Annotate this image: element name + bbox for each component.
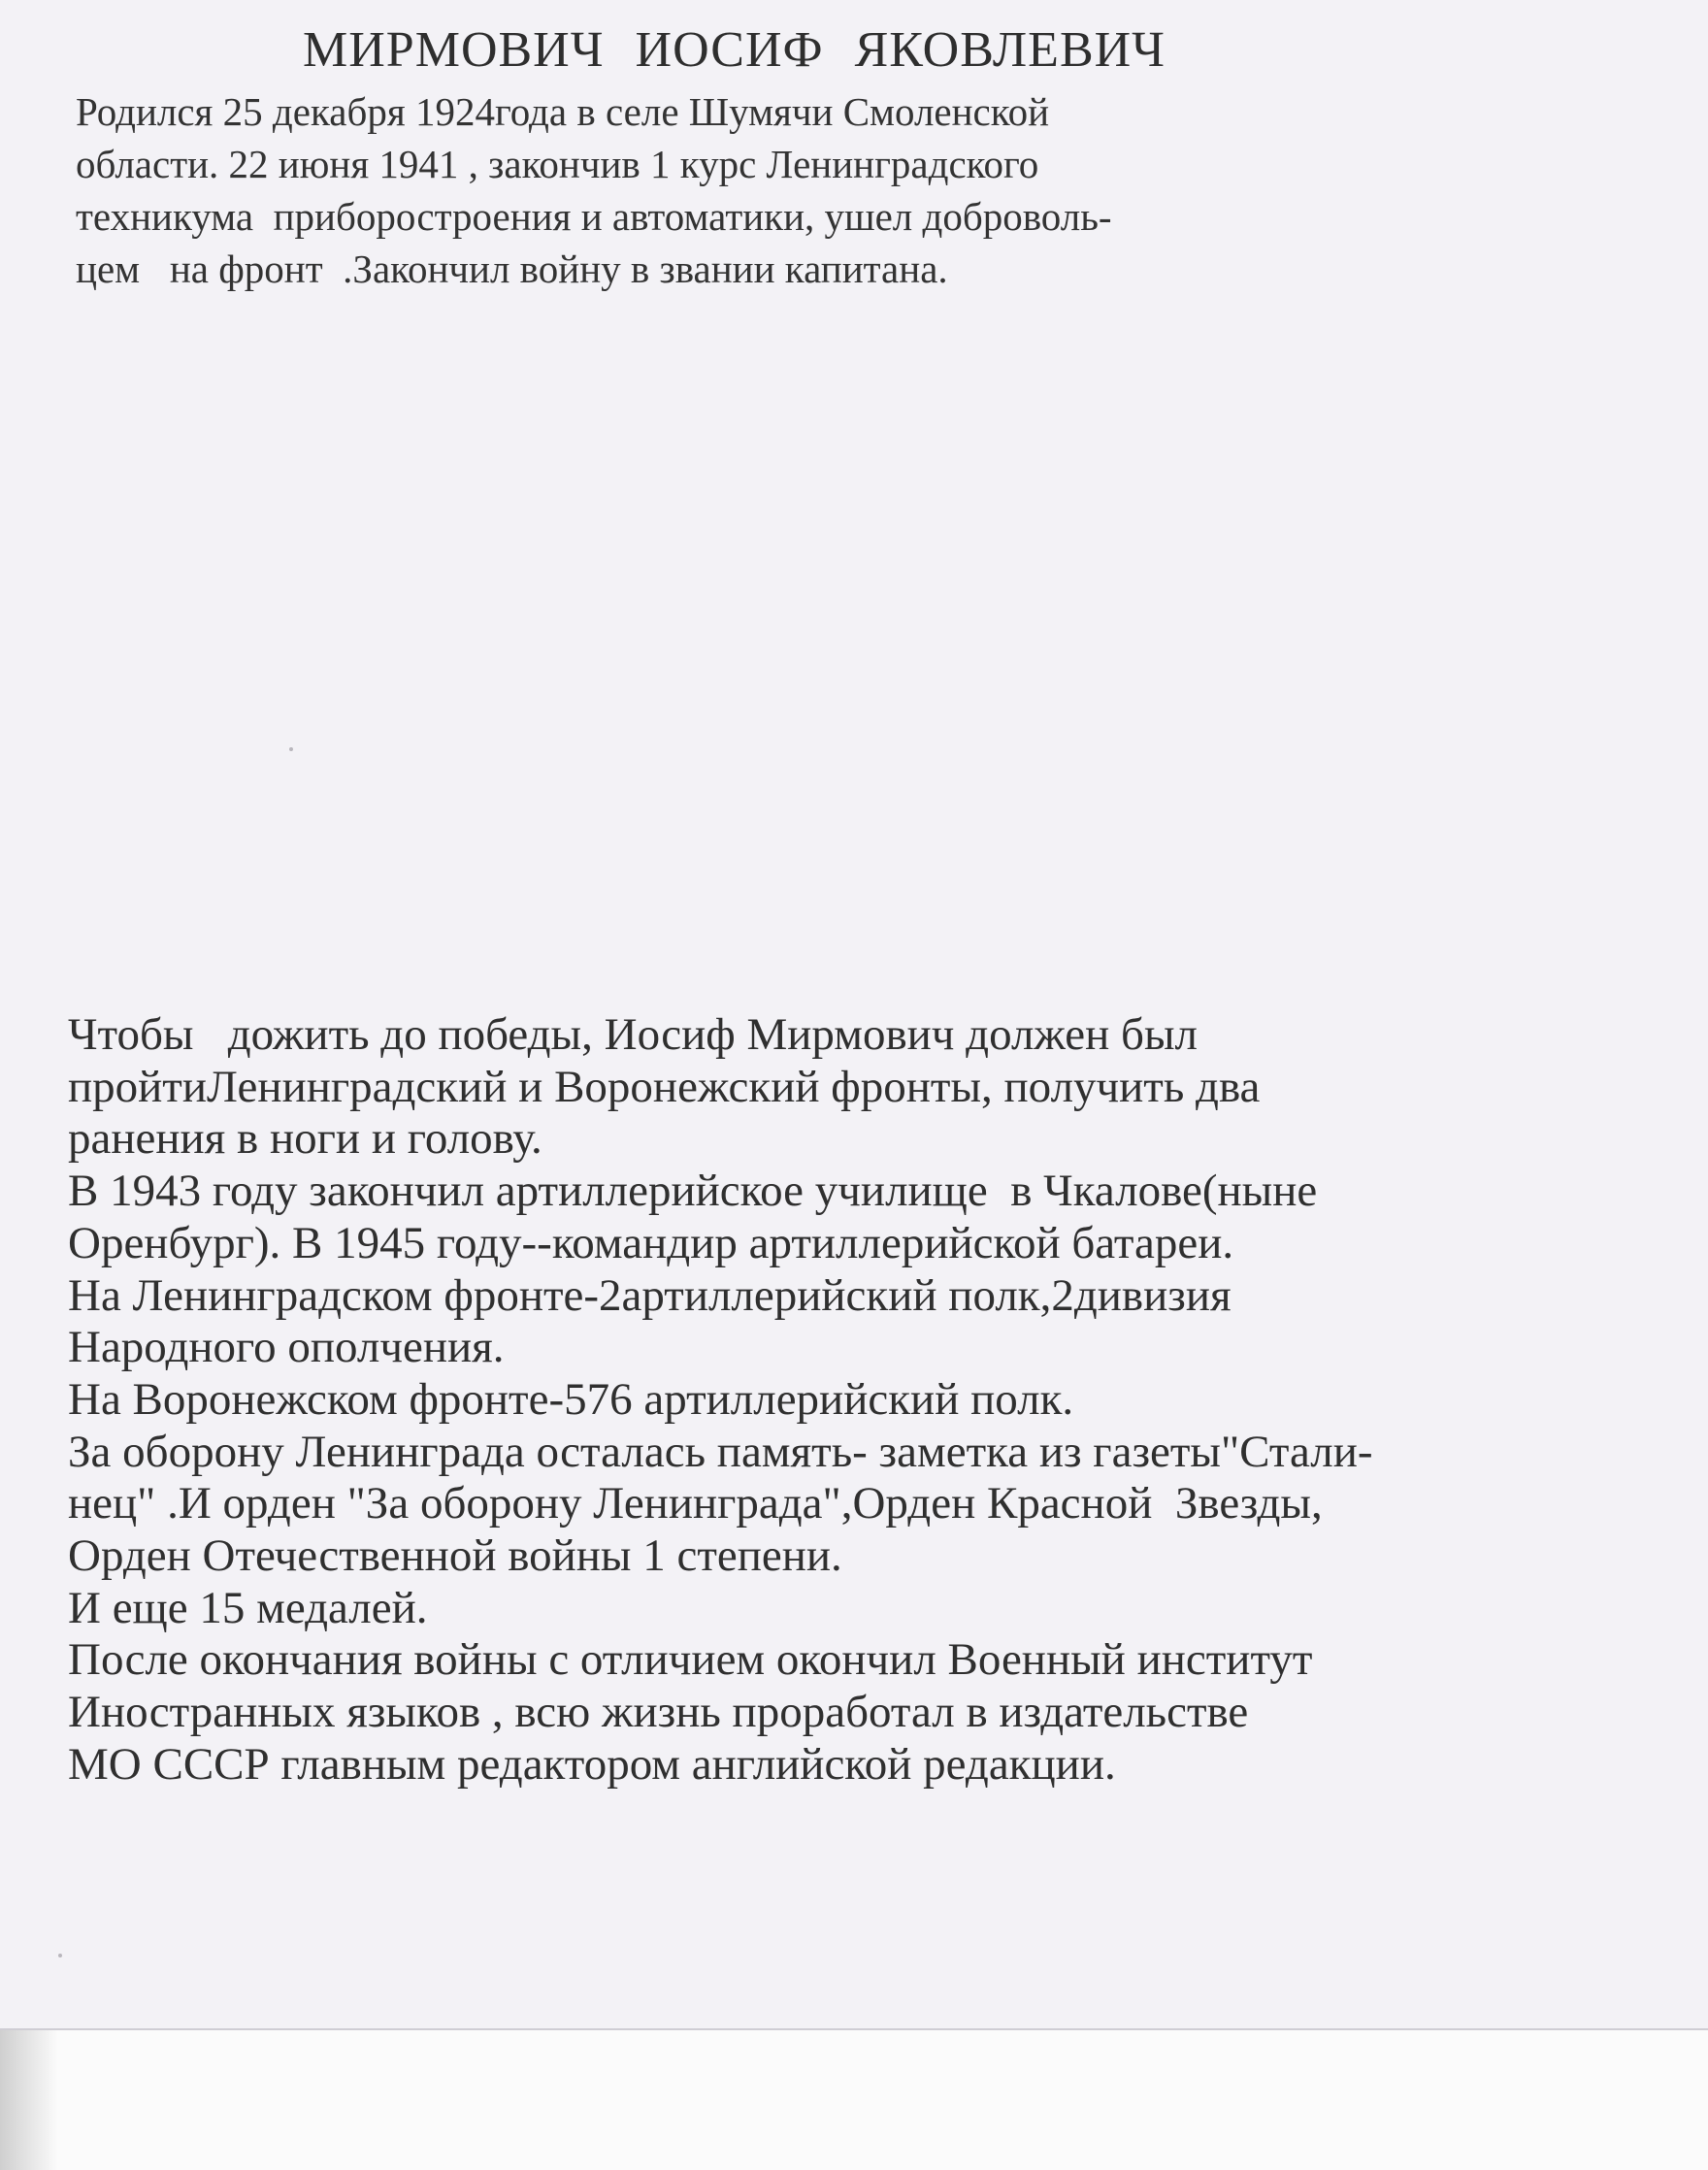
- scanner-background: [0, 2030, 1708, 2170]
- body-line: Чтобы дожить до победы, Иосиф Мирмович должен был: [68, 1009, 1198, 1060]
- intro-line: цем на фронт .Закончил войну в звании капитана.: [76, 247, 948, 291]
- body-line: И еще 15 медалей.: [68, 1582, 428, 1633]
- scan-speck: [289, 747, 293, 751]
- body-line: За оборону Ленинграда осталась память- заметка из газеты"Стали-: [68, 1426, 1373, 1477]
- body-line: На Воронежском фронте-576 артиллерийский полк.: [68, 1373, 1074, 1425]
- body-line: нец" .И орден "За оборону Ленинграда",Орден Красной Звезды,: [68, 1478, 1323, 1529]
- person-name-title: МИРМОВИЧ ИОСИФ ЯКОВЛЕВИЧ: [303, 22, 1166, 78]
- intro-paragraph: [76, 85, 1112, 295]
- body-line: Оренбург). В 1945 году--командир артиллерийской батареи.: [68, 1217, 1234, 1268]
- body-line: На Ленинградском фронте-2артиллерийский полк,2дивизия: [68, 1269, 1232, 1321]
- body-line: Иностранных языков , всю жизнь проработал в издательстве: [68, 1687, 1249, 1738]
- body-line: Народного ополчения.: [68, 1322, 505, 1373]
- body-line: пройтиЛенинградский и Воронежский фронты, получить два: [68, 1061, 1261, 1112]
- intro-line: области. 22 июня 1941 , закончив 1 курс Ленинградского: [76, 142, 1039, 186]
- biography-paragraph: [68, 1009, 1373, 1792]
- body-line: В 1943 году закончил артиллерийское училище в Чкалове(ныне: [68, 1166, 1318, 1217]
- scan-speck: [58, 1954, 62, 1957]
- intro-line: техникума приборостроения и автоматики, ушел доброволь-: [76, 194, 1112, 239]
- body-line: МО СССР главным редактором английской редакции.: [68, 1738, 1116, 1790]
- body-line: Орден Отечественной войны 1 степени.: [68, 1530, 842, 1582]
- intro-line: Родился 25 декабря 1924года в селе Шумячи Смоленской: [76, 89, 1050, 134]
- body-line: После окончания войны с отличием окончил Военный институт: [68, 1634, 1313, 1686]
- body-line: ранения в ноги и голову.: [68, 1113, 542, 1165]
- scanner-shadow: [0, 2030, 58, 2170]
